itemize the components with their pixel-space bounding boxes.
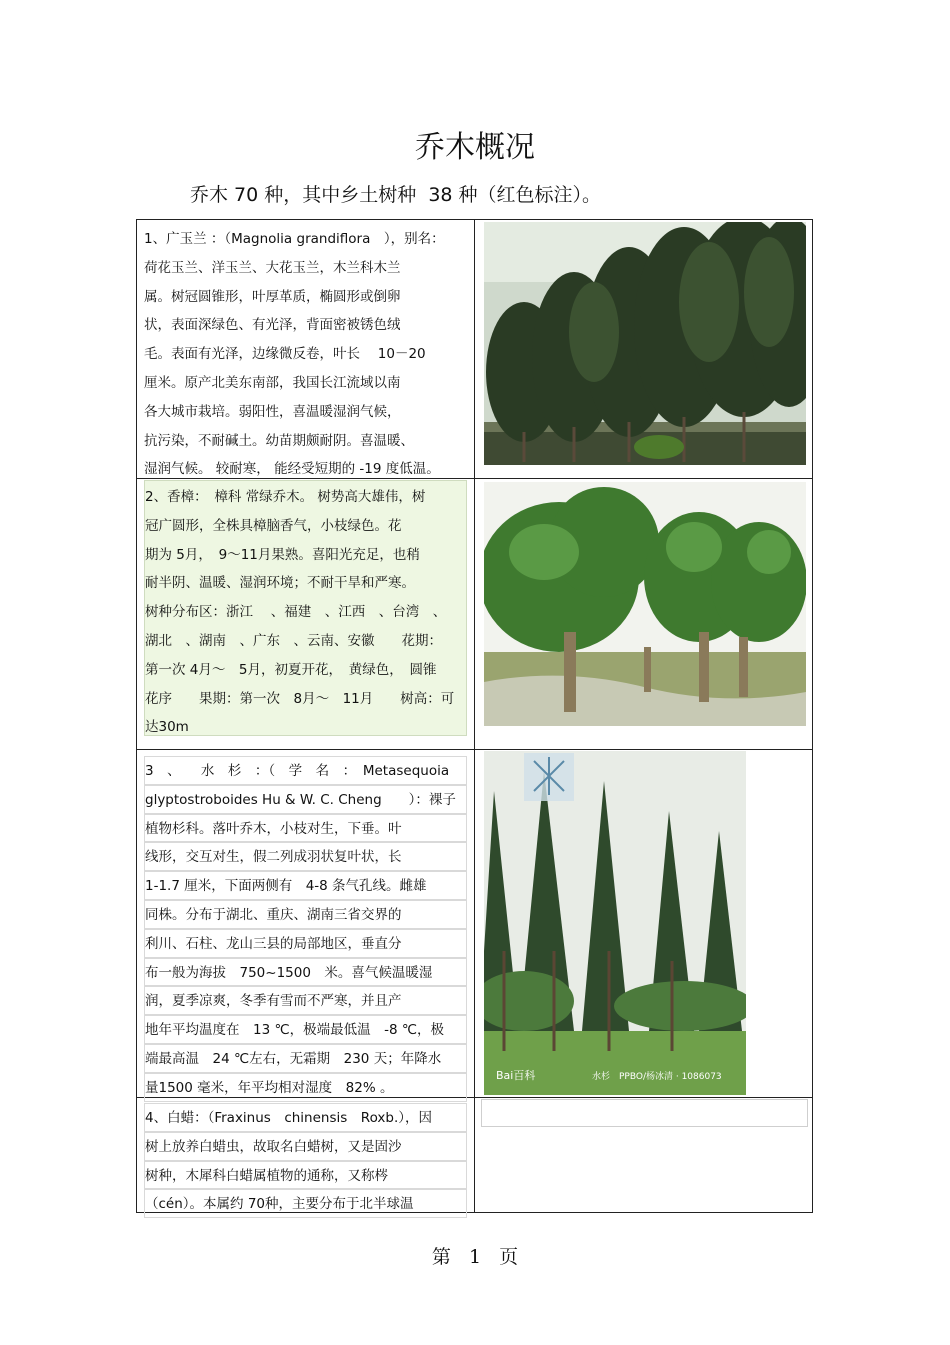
text-line: 利川、石柱、龙山三县的局部地区，垂直分: [144, 929, 467, 958]
page-prefix: 第: [431, 1246, 451, 1268]
text-line: 树种分布区：浙江 、福建 、江西 、台湾 、: [145, 604, 447, 621]
text-line: （cén）。本属约 70种，主要分布于北半球温: [144, 1189, 467, 1218]
text-line: 1、广玉兰 ：（Magnolia grandiflora ），别名：: [144, 231, 445, 247]
text-line: 树种，木犀科白蜡属植物的通称，又称梣: [144, 1161, 467, 1190]
text-line: 湿润气候。 较耐寒， 能经受短期的 -19 度低温。: [144, 461, 440, 478]
photo-placeholder: [481, 1099, 808, 1127]
entry-3-text: [144, 756, 467, 1102]
page-title: 乔木概况: [415, 130, 535, 165]
text-line: 厘米。原产北美东南部，我国长江流域以南: [144, 374, 401, 391]
watermark: Bai百科: [496, 1069, 536, 1082]
text-line: 地年平均温度在 13 ℃，极端最低温 -8 ℃，极: [144, 1015, 467, 1044]
text-line: 冠广圆形，全株具樟脑香气，小枝绿色。花: [145, 517, 402, 534]
text-line: 植物杉科。落叶乔木，小枝对生，下垂。叶: [144, 814, 467, 843]
text-line: 1-1.7 厘米，下面两侧有 4-8 条气孔线。雌雄: [144, 871, 467, 900]
text-line: 状，表面深绿色、有光泽，背面密被锈色绒: [144, 317, 401, 334]
text-line: 毛。表面有光泽，边缘微反卷，叶长 10－20: [144, 346, 426, 363]
magnolia-photo: [484, 222, 806, 465]
metasequoia-photo: [484, 751, 746, 1095]
text-line: 布一般为海拔 750~1500 米。喜气候温暖湿: [144, 958, 467, 987]
text-line: 同株。分布于湖北、重庆、湖南三省交界的: [144, 900, 467, 929]
text-line: 花序 果期：第一次 8月～ 11月 树高：可: [145, 690, 455, 707]
text-line: 量1500 毫米，年平均相对湿度 82% 。: [144, 1073, 467, 1102]
text-line: 达30m: [145, 719, 189, 736]
text-line: 期为 5月， 9～11月果熟。喜阳光充足，也稍: [145, 546, 420, 563]
page-number-value: 1: [468, 1246, 482, 1268]
text-line: 3 、 水 杉 ：（ 学 名 ： Metasequoia: [144, 756, 467, 785]
camphor-photo: [484, 482, 806, 726]
text-line: 线形，交互对生，假二列成羽状复叶状，长: [144, 842, 467, 871]
text-line: 抗污染，不耐碱土。幼苗期颇耐阴。喜温暖、: [144, 432, 414, 449]
text-line: 湖北 、湖南 、广东 、云南、安徽 花期：: [145, 632, 442, 649]
entry-1-text: [144, 225, 467, 484]
text-line: 润，夏季凉爽，冬季有雪而不严寒，并且产: [144, 986, 467, 1015]
text-line: 荷花玉兰、洋玉兰、大花玉兰，木兰科木兰: [144, 259, 401, 276]
subtitle-part1: 乔木 70 种，其中乡土树种: [190, 184, 417, 206]
entry-4-text: [144, 1103, 467, 1218]
page-suffix: 页: [499, 1246, 519, 1268]
column-divider: [474, 220, 475, 1212]
page-number: [0, 1242, 950, 1269]
row-divider: [137, 749, 812, 750]
text-line: 第一次 4月～ 5月，初夏开花， 黄绿色， 圆锥: [145, 661, 437, 678]
text-line: 耐半阴、温暖、湿润环境；不耐干旱和严寒。: [145, 575, 415, 592]
text-line: 属。树冠圆锥形，叶厚革质，椭圆形或倒卵: [144, 288, 401, 305]
entry-2-text: [144, 480, 467, 736]
text-line: glyptostroboides Hu & W. C. Cheng ）：裸子: [144, 785, 467, 814]
text-line: 各大城市栽培。弱阳性，喜温暖湿润气候，: [144, 403, 401, 420]
text-line: 端最高温 24 ℃左右，无霜期 230 天；年降水: [144, 1044, 467, 1073]
photo-caption: 水杉 PPBO/杨冰清 · 1086073: [592, 1072, 722, 1082]
subtitle: [190, 180, 607, 207]
subtitle-part2: 38 种（红色标注）。: [428, 184, 602, 206]
text-line: 树上放养白蜡虫，故取名白蜡树，又是固沙: [144, 1132, 467, 1161]
tree-table: [136, 219, 813, 1213]
text-line: 4、白蜡：（Fraxinus chinensis Roxb.），因: [144, 1103, 467, 1132]
text-line: 2、香樟： 樟科 常绿乔木。 树势高大雄伟，树: [145, 489, 426, 505]
